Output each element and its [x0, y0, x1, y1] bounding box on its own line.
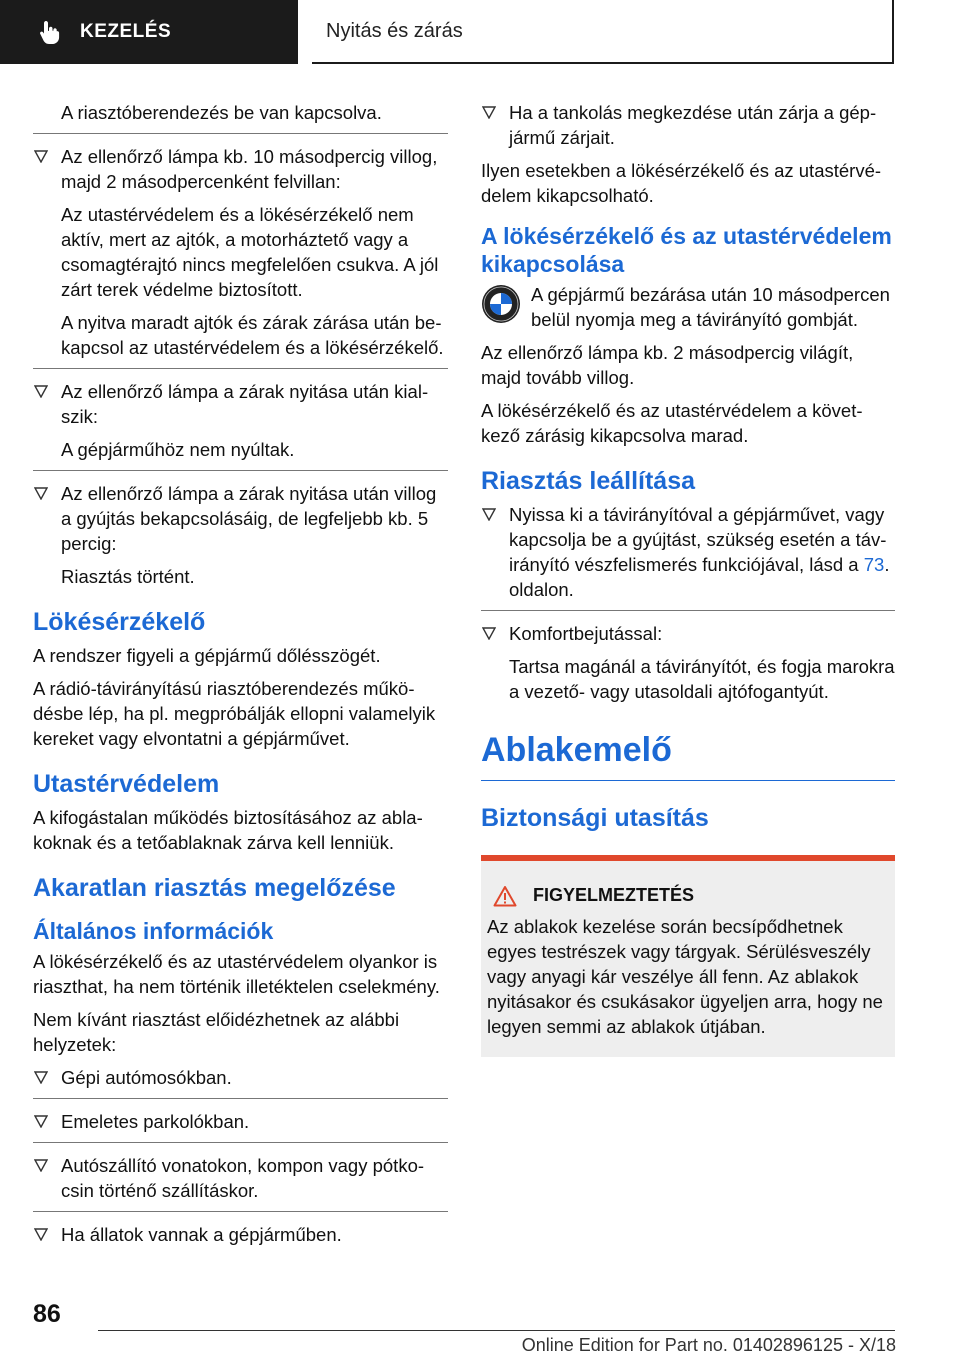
paragraph: A kifogástalan működés biztosításához az ablakoknak és a tetőablaknak zárva kell lenniük.: [33, 807, 423, 853]
list-item: [481, 502, 895, 602]
footer-edition: Online Edition for Part no. 01402896125 - X/18: [521, 1335, 896, 1355]
page-link[interactable]: 73: [863, 554, 885, 575]
chapter-heading: Ablakemelő: [481, 730, 895, 781]
section-heading: Riasztás leállítása: [481, 467, 696, 495]
chapter-title: Nyitás és zárás: [326, 19, 463, 42]
triangle-bullet-icon: [34, 1228, 48, 1241]
triangle-bullet-icon: [34, 150, 48, 163]
section-heading: Akaratlan riasztás megelőzése: [33, 874, 396, 902]
list-item: [33, 1109, 448, 1134]
remote-instruction-text: A gépjármű bezárása után 10 másodpercen belül nyomja meg a távirányító gombját.: [531, 284, 890, 330]
paragraph: Tartsa magánál a távirányítót, és fogja marokra a vezető- vagy utasoldali ajtófogantyút.: [509, 656, 895, 702]
section-heading: A lökésérzékelő és az utastérvédelem kikapcsolása: [481, 223, 892, 277]
triangle-bullet-icon: [482, 627, 496, 640]
list-item-text: Ha a tankolás megkezdése után zárja a gépjármű zárjait.: [509, 102, 877, 148]
warning-text: Az ablakok kezelése során becsípődhetnek egyes testrészek vagy tárgyak. Sérülésveszély vagy anyagi kár veszélye áll fenn. Az ablakok nyitásakor és csukásakor ügyeljen arra, hogy ne legyen semmi az ablakok útjában.: [487, 916, 883, 1037]
paragraph: Az utastérvédelem és a lökésérzékelő nem aktív, mert az ajtók, a motorháztető vagy a csomagtérajtó nincs megfelelően csukva. A jól zárt terek védelme biztosított.: [61, 204, 439, 300]
triangle-bullet-icon: [34, 1071, 48, 1084]
chapter-title-box: [312, 0, 894, 64]
warning-title: [487, 883, 887, 908]
section-heading: Biztonsági utasítás: [481, 804, 709, 832]
section-tab: [0, 0, 298, 64]
warning-title-text: FIGYELMEZTETÉS: [533, 885, 695, 905]
list-item-text: Az ellenőrző lámpa kb. 10 másodpercig villog, majd 2 másodpercenként felvillan:: [61, 146, 438, 192]
triangle-bullet-icon: [482, 508, 496, 521]
divider: [33, 133, 448, 134]
list-item-text: Emeletes parkolókban.: [61, 1111, 250, 1132]
remote-instruction: [481, 282, 895, 332]
list-item: [33, 379, 448, 429]
paragraph: A gépjárműhöz nem nyúltak.: [61, 439, 295, 460]
right-column: [481, 100, 895, 1057]
list-item: [33, 1065, 448, 1090]
remote-key-icon: [481, 284, 521, 330]
list-item: [33, 1222, 448, 1247]
paragraph: A rádió-távirányítású riasztóberendezés működésbe lép, ha pl. megpróbálják ellopni valamelyik kereket vagy elvontatni a gépjárművet.: [33, 678, 436, 749]
triangle-bullet-icon: [34, 487, 48, 500]
triangle-bullet-icon: [482, 106, 496, 119]
paragraph: Riasztás történt.: [61, 566, 195, 587]
list-item-text: Az ellenőrző lámpa a zárak nyitása után villog a gyújtás bekapcsolásáig, de legfeljebb kb. 5 percig:: [61, 483, 437, 554]
triangle-bullet-icon: [34, 1159, 48, 1172]
section-label: KEZELÉS: [80, 21, 172, 42]
list-item: [481, 621, 895, 646]
section-heading: Lökésérzékelő: [33, 608, 206, 636]
warning-box: [481, 855, 895, 1057]
paragraph: Az ellenőrző lámpa kb. 2 másodpercig világít, majd tovább villog.: [481, 342, 854, 388]
paragraph: A lökésérzékelő és az utastérvédelem olyankor is riaszthat, ha nem történik illetéktelen cselekmény.: [33, 951, 440, 997]
triangle-bullet-icon: [34, 385, 48, 398]
list-item: [481, 100, 895, 150]
divider: [33, 368, 448, 369]
footer-divider: [98, 1330, 895, 1331]
left-column: [33, 100, 448, 1255]
page-number: 86: [33, 1300, 61, 1328]
divider: [33, 1211, 448, 1212]
paragraph: Ilyen esetekben a lökésérzékelő és az utastérvédelem kikapcsolható.: [481, 160, 882, 206]
divider: [33, 470, 448, 471]
list-item: [33, 1153, 448, 1203]
triangle-bullet-icon: [34, 1115, 48, 1128]
paragraph: Nem kívánt riasztást előidézhetnek az alábbi helyzetek:: [33, 1009, 400, 1055]
paragraph: A rendszer figyeli a gépjármű dőlésszögét.: [33, 645, 381, 666]
warning-triangle-icon: [493, 885, 517, 907]
list-item-text: Az ellenőrző lámpa a zárak nyitása után kialszik:: [61, 381, 429, 427]
divider: [33, 1142, 448, 1143]
list-item-text: Komfortbejutással:: [509, 623, 663, 644]
list-item-text-end: . oldalon.: [509, 554, 890, 600]
paragraph: A nyitva maradt ajtók és zárak zárása után bekapcsol az utastérvédelem és a lökésérzékelő.: [61, 312, 444, 358]
list-item-text: Autószállító vonatokon, kompon vagy pótkocsin történő szállításkor.: [61, 1155, 425, 1201]
paragraph: A lökésérzékelő és az utastérvédelem a következő zárásig kikapcsolva marad.: [481, 400, 863, 446]
list-item-text: Ha állatok vannak a gépjárműben.: [61, 1224, 342, 1245]
list-item: [33, 481, 448, 556]
list-item: [33, 144, 448, 194]
hand-pointer-icon: [38, 18, 66, 46]
divider: [33, 1098, 448, 1099]
list-item-text: Gépi autómosókban.: [61, 1067, 232, 1088]
subsection-heading: Általános információk: [33, 918, 274, 944]
list-item-text: Nyissa ki a távirányítóval a gépjárművet, vagy kapcsolja be a gyújtást, szükség esetén a távirányító vészfelismerés funkciójával, lásd a: [509, 504, 887, 575]
paragraph: A riasztóberendezés be van kapcsolva.: [61, 102, 382, 123]
divider: [481, 610, 895, 611]
section-heading: Utastérvédelem: [33, 770, 220, 798]
